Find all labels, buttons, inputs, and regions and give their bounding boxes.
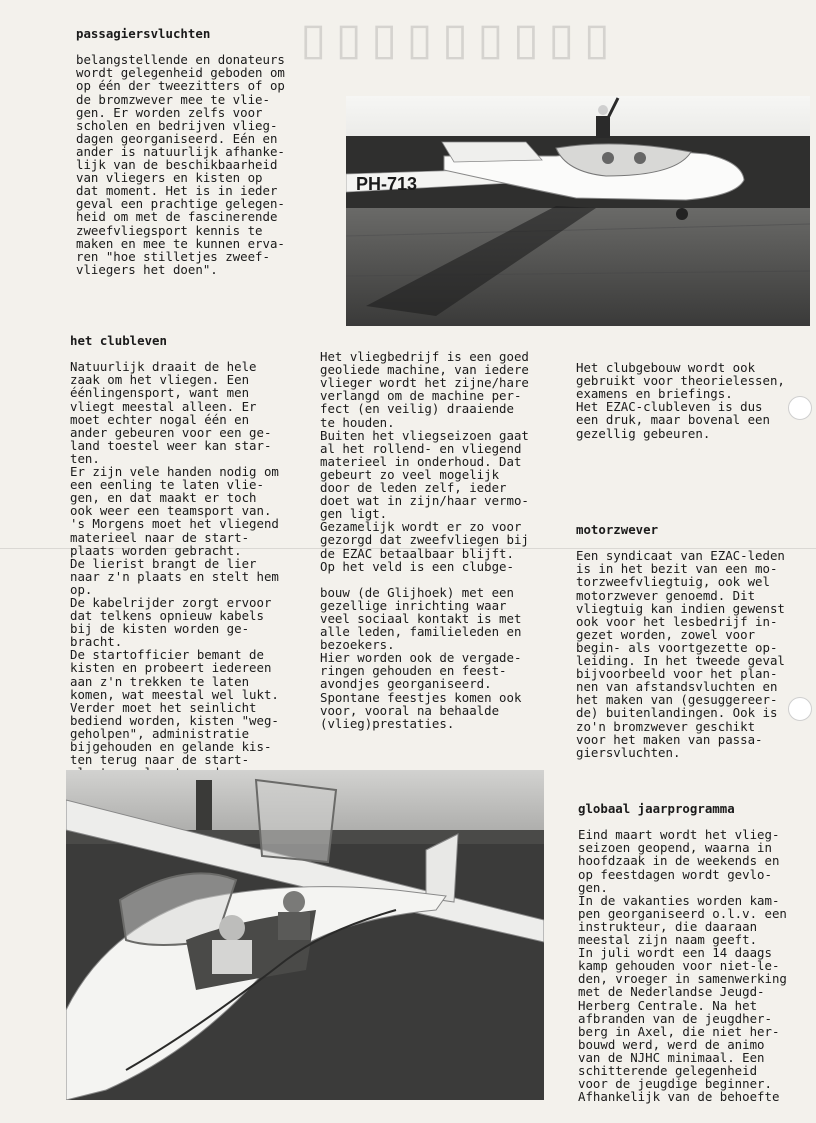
section-body: Een syndicaat van EZAC-leden is in het bezit van een mo- torzweefvliegtuig, ook wel motorzwever genoemd. Dit vliegtuig kan indien gewenst ook voor het lesbedrijf in- gezet worden, zowel voor begin- als voortgezette op- leiding. In het tweede geval bijvoorbeeld voor het plan- nen van afstandsvluchten en het maken van (gesuggereer- de) buitenlandingen. Ook is zo'n bromzwever geschikt voor het maken van passa- giersvluchten. <box>576 548 785 760</box>
section-clubleven-col2 <box>320 337 545 743</box>
section-jaarprogramma <box>578 789 804 1116</box>
two-seater-photo-illustration <box>66 770 544 1100</box>
show-through-decoration: ▯▯▯▯▯▯▯▯▯ <box>300 14 619 65</box>
section-body: belangstellende en donateurs wordt gelegenheid geboden om op één der tweezitters of op de bromzwever mee te vlie- gen. Er worden zelfs voor scholen en bedrijven vlieg- dagen georganiseerd. Eén en ander is natuurlijk afhanke- lijk van de beschikbaarheid van vliegers en kisten op dat moment. Het is in ieder geval een prachtige gelegen- heid om met de fascinerende zweefvliegsport kennis te maken en mee te kunnen erva- ren "hoe stilletjes zweef- vliegers het doen". <box>76 52 285 277</box>
photo-glider-on-field <box>346 96 810 326</box>
photo-two-seater-glider <box>66 770 544 1100</box>
punch-hole-bottom <box>788 697 812 721</box>
section-body-col3: Het clubgebouw wordt ook gebruikt voor theorielessen, examens en briefings. Het EZAC-clubleven is dus een druk, maar bovenal een gezellig gebeuren. <box>576 360 785 441</box>
punch-hole-top <box>788 396 812 420</box>
section-body-col1: Natuurlijk draait de hele zaak om het vliegen. Een éénlingensport, want men vliegt meestal alleen. Er moet echter nogal één en ander gebeuren voor een ge- land toestel weer kan star- ten. Er zijn vele handen nodig om een eenling te laten vlie- gen, en dat maakt er toch ook weer een teamsport van. 's Morgens moet het vliegend materieel naar de start- plaats worden gebracht. De lierist brangt de lier naar z'n plaats en stelt hem op. De kabelrijder zorgt ervoor dat telkens opnieuw kabels bij de kisten worden ge- bracht. De startofficier bemant de kisten en probeert iedereen aan z'n trekken te laten komen, wat meestal wel lukt. Verder moet het seinlicht bediend worden, kisten "weg- geholpen", administratie bijgehouden en gelande kis- ten terug naar de start- <box>70 359 279 768</box>
section-heading: globaal jaarprogramma <box>578 801 735 817</box>
section-clubleven <box>70 321 295 792</box>
glider-registration: PH-713 <box>356 174 418 194</box>
glider-photo-illustration <box>346 96 810 326</box>
section-passagiersvluchten <box>76 14 298 289</box>
section-heading: het clubleven <box>70 333 167 349</box>
section-heading: passagiersvluchten <box>76 26 211 42</box>
section-heading: motorzwever <box>576 522 659 538</box>
section-clubleven-col3 <box>576 348 800 453</box>
section-body-col2: Het vliegbedrijf is een goed geoliede machine, van iedere vlieger wordt het zijne/hare verlangd om de machine per- fect (en veilig) draaiende te houden. Buiten het vliegseizoen gaat al het rollend- en vliegend materieel in onderhoud. Dat gebeurt zo veel mogelijk door de leden zelf, ieder doet wat in zijn/haar vermo- gen ligt. Gezamelijk wordt er zo voor gezorgd dat zweefvliegen bij de EZAC betaalbaar blijft. Op het veld is een clubge- bouw (de Glijhoek) met een gezellige inrichting waar veel sociaal kontakt is met alle leden, familieleden en bezoekers. Hier worden ook de vergade- ringen gehouden en feest- avondjes georganiseerd. Spontane feestjes komen ook voor, vooral na behaalde (vlieg)prestaties. <box>320 349 529 731</box>
section-body: Eind maart wordt het vlieg- seizoen geopend, waarna in hoofdzaak in de weekends en op feestdagen wordt gevlo- gen. In de vakanties worden kam- pen georganiseerd o.l.v. een instrukteur, die daaraan meestal zijn naam geeft. In juli wordt een 14 daags kamp gehouden voor niet-le- den, vroeger in samenwerking met de Nederlandse Jeugd- Herberg Centrale. Na het afbranden van de jeugdher- berg in Axel, die niet her- bouwd werd, werd de animo van de NJHC minimaal. Een schitterende gelegenheid voor de jeugdige beginner. Afhankelijk van de behoefte <box>578 827 787 1105</box>
section-motorzwever <box>576 510 800 772</box>
